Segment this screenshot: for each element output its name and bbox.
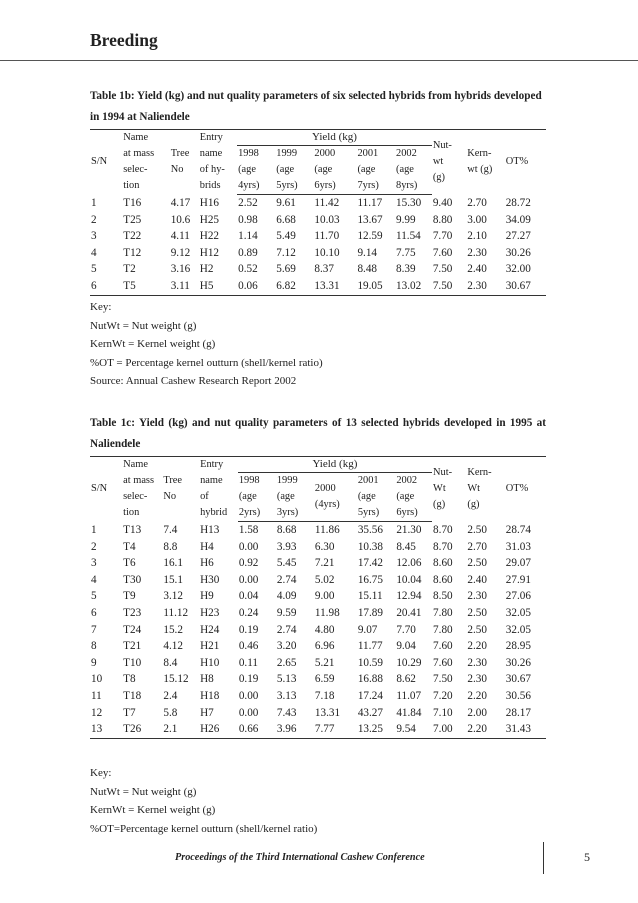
table-cell: 2.30 [467,673,487,686]
table-cell: T22 [123,230,142,243]
table-cell: H16 [199,196,220,209]
table-row [90,572,546,589]
table-cell: 8.70 [433,523,453,536]
table-cell: 13 [90,721,122,738]
table-cell: H24 [200,623,220,636]
table-cell: 6.82 [275,278,313,295]
table-cell: 5.45 [276,557,297,570]
table-row [90,705,546,722]
table-cell: 6.96 [314,640,335,653]
table-cell: 27.27 [505,230,531,243]
table-cell: 7.60 [433,656,453,669]
header-name: Name at mass selec- tion [122,457,162,522]
table-cell: 9.99 [396,213,416,226]
table-cell: T16 [123,196,142,209]
header-kern: Kern- wt (g) [466,130,504,195]
table-cell: 4.80 [314,623,335,636]
header-year-2001: 2001 (age 5yrs) [357,473,396,522]
table-cell: 3 [91,230,97,243]
table-cell: 0.98 [238,213,258,226]
table-cell: 11.98 [314,606,340,619]
table-cell: 3.12 [163,590,183,603]
table-cell: 0.66 [238,721,276,738]
key-line: %OT = Percentage kernel outturn (shell/kernel ratio) [90,356,323,369]
table-cell: 9 [91,656,97,669]
table-row [90,688,546,705]
table-cell: 11.77 [357,640,383,653]
table-cell: 7.18 [314,689,335,702]
table-cell: 2.40 [467,263,487,276]
table-cell: 2.70 [467,540,487,553]
table-cell: 13.31 [314,706,341,719]
header-kern: Kern- Wt (g) [466,457,504,522]
table-cell: 2.50 [467,557,487,570]
table-cell: 2.30 [466,278,504,295]
table-cell: 5.49 [276,230,296,243]
table-cell: 2.74 [276,573,297,586]
table-cell: 0.00 [238,540,259,553]
table-cell: 7.43 [276,706,297,719]
table-cell: 3 [91,557,97,570]
table-cell: 10 [91,673,103,686]
table-cell: H10 [200,656,220,669]
table-1c-key [90,764,317,838]
table-cell: 10.6 [170,213,191,226]
table-cell: 32.05 [505,623,531,636]
table-cell: H18 [200,689,220,702]
table-cell: 9.12 [170,246,191,259]
table-cell: 10.29 [396,656,422,669]
table-cell: 11.07 [396,689,422,702]
table-cell: 9.61 [276,197,296,209]
table-cell: 3.11 [170,278,199,295]
table-cell: 2.65 [276,656,297,669]
table-cell: 30.26 [505,656,531,669]
table-row [90,588,546,605]
table-cell: 8.8 [163,540,178,553]
table-cell: T26 [122,721,162,738]
table-cell: 13.31 [313,278,356,295]
header-yield-group: Yield (kg) [237,130,432,146]
header-tree: Tree No [170,130,199,195]
table-cell: H6 [200,557,214,570]
table-cell: 7.75 [396,246,416,259]
table-cell: 15.30 [396,197,422,209]
table-cell: 2 [91,540,97,553]
header-name: Name at mass selec- tion [122,130,169,195]
table-cell: 9.59 [276,606,297,619]
table-cell: 15.12 [163,673,189,686]
table-cell: 7.70 [396,623,416,636]
table-cell: 15.11 [357,590,383,603]
table-cell: 4.17 [170,196,191,209]
table-cell: 9.04 [396,640,416,653]
table-cell: 4.12 [163,640,183,653]
table-cell: 8.48 [357,263,378,276]
table-cell: 27.06 [505,590,531,603]
key-line: NutWt = Nut weight (g) [90,785,197,798]
table-cell: 3.00 [467,213,487,226]
key-line: %OT=Percentage kernel outturn (shell/kernel ratio) [90,822,318,835]
table-cell: 17.42 [357,557,383,570]
table-cell: 8.70 [433,540,453,553]
header-year-2000: 2000 (4yrs) [314,473,357,522]
table-cell: 2.30 [467,246,487,259]
table-row [90,212,546,229]
table-cell: 5.13 [276,673,297,686]
table-cell: H30 [200,573,220,586]
table-cell: 0.46 [238,640,259,653]
table-cell: 21.30 [396,524,422,536]
table-cell: 9.00 [314,590,335,603]
table-cell: T23 [123,606,142,619]
table-cell: 11.12 [163,606,189,619]
table-cell: 12 [91,706,103,719]
table-cell: 2.20 [467,640,487,653]
table-cell: 2.4 [163,689,178,702]
table-cell: 11.17 [357,197,383,209]
header-tree: Tree No [162,457,199,522]
footer-divider [543,842,544,874]
header-entry: Entry name of hy- brids [199,130,237,195]
key-line: Key: [90,301,112,313]
table-cell: 16.75 [357,573,383,586]
table-cell: H13 [200,523,220,536]
table-cell: H4 [200,540,214,553]
header-nut: Nut- wt (g) [432,130,466,195]
table-cell: 0.19 [238,623,259,636]
footer-conference: Proceedings of the Third International Cashew Conference [175,852,425,863]
table-cell: H21 [200,640,220,653]
table-cell: 0.11 [238,656,258,669]
header-year-2002: 2002 (age 8yrs) [395,146,432,195]
table-cell: 1 [91,523,97,536]
source-line: Source: Annual Cashew Research Report 2002 [90,375,297,387]
table-cell: 4.11 [170,230,190,243]
table-cell: 2.00 [467,706,487,719]
table-cell: 8.68 [276,524,297,536]
table-cell: 0.04 [238,590,259,603]
table-cell: 11.70 [314,230,340,243]
table-cell: 7.4 [163,523,178,536]
header-year-1999: 1999 (age 3yrs) [276,473,314,522]
table-cell: 6.30 [314,540,335,553]
table-cell: H12 [199,246,220,259]
header-year-2000: 2000 (age 6yrs) [313,146,356,195]
table-cell: 6.59 [314,673,335,686]
table-cell: T10 [123,656,142,669]
table-cell: 7.80 [433,623,453,636]
table-cell: 32.00 [505,263,531,276]
table-cell: 8.4 [163,656,178,669]
table-1c-caption: Table 1c: Yield (kg) and nut quality parameters of 13 selected hybrids developed in 1995 at Naliendele [90,417,546,450]
table-cell: 20.41 [396,606,422,619]
table-cell: 0.00 [238,706,259,719]
table-row [90,605,546,622]
header-year-2001: 2001 (age 7yrs) [356,146,395,195]
table-cell: 3.93 [276,540,297,553]
table-cell: 3.20 [276,640,297,653]
table-cell: 7.50 [432,263,453,276]
table-cell: 2.1 [162,721,199,738]
table-cell: 28.95 [505,640,531,653]
table-cell: 0.89 [238,246,258,259]
header-yield-group: Yield (kg) [238,457,432,473]
table-cell: 8.50 [433,590,453,603]
table-cell: 17.89 [357,606,383,619]
table-row [90,622,546,639]
table-cell: 7.60 [433,640,453,653]
table-cell: 13.25 [357,721,396,738]
table-cell: 30.67 [505,673,531,686]
table-cell: 10.03 [314,213,340,226]
table-cell: 7.70 [432,230,453,243]
table-cell: 7.10 [433,706,453,719]
table-cell: 2.20 [466,721,504,738]
key-line: Key: [90,767,112,779]
table-cell: 7.20 [433,689,453,702]
table-cell: 5 [91,590,97,603]
table-cell: 9.14 [357,246,378,259]
header-sn: S/N [90,130,122,195]
table-cell: H23 [200,606,220,619]
table-row [90,671,546,688]
key-line: NutWt = Nut weight (g) [90,319,197,332]
table-cell: 8.60 [433,573,453,586]
table-1b-caption: Table 1b: Yield (kg) and nut quality parameters of six selected hybrids from hybrids developed in 1994 at Naliendele [90,90,542,123]
table-cell: T25 [123,213,142,226]
table-cell: 2.70 [467,196,487,209]
table-cell: H9 [200,590,214,603]
table-cell: 7.21 [314,557,335,570]
table-cell: T7 [123,706,136,719]
table-cell: T5 [122,278,169,295]
table-cell: 41.84 [396,706,422,719]
table-cell: 4.09 [276,590,297,603]
table-cell: H26 [199,721,238,738]
table-cell: 7.50 [433,673,453,686]
table-cell: 2.50 [467,623,487,636]
table-cell: 19.05 [356,278,395,295]
table-cell: 35.56 [357,524,383,536]
table-cell: 43.27 [357,706,383,719]
table-cell: 15.1 [163,573,183,586]
table-cell: 8.45 [396,540,416,553]
table-cell: 2.20 [467,689,487,702]
table-cell: 3.16 [170,263,191,276]
table-cell: 6.68 [276,213,296,226]
table-cell: 8.39 [396,263,416,276]
table-cell: 3.96 [276,721,314,738]
table-cell: 13.67 [357,213,383,226]
table-cell: 0.00 [238,573,259,586]
table-cell: H22 [199,230,220,243]
table-cell: H25 [199,213,220,226]
table-row [90,721,546,738]
table-row [90,261,546,278]
table-cell: 32.05 [505,606,531,619]
table-cell: 7.12 [276,246,296,259]
table-cell: 7.77 [314,721,357,738]
table-cell: 31.03 [505,540,531,553]
table-cell: 9.40 [432,196,453,209]
table-cell: 5.02 [314,573,335,586]
table-cell: 3.13 [276,689,297,702]
table-cell: 5.8 [163,706,178,719]
table-cell: T24 [123,623,142,636]
table-row [90,228,546,245]
table-cell: 7 [91,623,97,636]
table-cell: 2.50 [467,523,487,536]
table-cell: T4 [123,540,136,553]
table-cell: 4 [91,573,97,586]
table-cell: 5.21 [314,656,335,669]
table-cell: 1 [91,196,97,209]
table-cell: 11 [91,689,102,702]
table-cell: 0.52 [238,263,258,276]
table-cell: 10.38 [357,540,383,553]
table-cell: 28.17 [505,706,531,719]
table-cell: 27.91 [505,573,531,586]
table-1b-key [90,298,323,391]
table-cell: T9 [123,590,136,603]
table-cell: 2.10 [467,230,487,243]
page-number: 5 [584,850,590,864]
table-cell: T8 [123,673,136,686]
table-cell: 4 [91,246,97,259]
table-1c [90,456,546,739]
header-year-2002: 2002 (age 6yrs) [395,473,432,522]
table-cell: 0.19 [238,673,259,686]
table-cell: 29.07 [505,557,531,570]
table-cell: 16.88 [357,673,383,686]
table-cell: H2 [199,263,214,276]
table-cell: 2.30 [467,656,487,669]
table-cell: 2.40 [467,573,487,586]
table-row [90,278,546,295]
header-year-1998: 1998 (age 4yrs) [237,146,275,195]
table-cell: 17.24 [357,689,383,702]
table-row [90,195,546,212]
table-cell: 8.37 [314,263,334,276]
table-cell: 12.06 [396,557,422,570]
table-cell: H7 [200,706,214,719]
table-cell: 12.59 [357,230,383,243]
table-cell: 12.94 [396,590,422,603]
table-cell: H8 [200,673,214,686]
table-row [90,655,546,672]
table-cell: 7.80 [433,606,453,619]
table-cell: 6 [91,606,97,619]
table-cell: 10.59 [357,656,383,669]
table-1b-body [90,195,546,296]
table-cell: 2 [91,213,97,226]
table-cell: T6 [123,557,136,570]
header-nut: Nut- Wt (g) [432,457,466,522]
table-cell: 28.74 [505,523,531,536]
table-cell: 5 [91,263,97,276]
table-cell: T2 [123,263,136,276]
header-rule [0,60,638,61]
table-cell: 2.30 [467,590,487,603]
table-cell: 7.60 [432,246,453,259]
table-cell: 1.58 [238,524,259,536]
table-cell: 15.2 [163,623,183,636]
table-cell: 0.00 [238,689,259,702]
table-1b [90,129,546,296]
table-cell: 30.26 [505,246,531,259]
table-cell: 16.1 [163,557,183,570]
header-entry: Entry name of hybrid [199,457,238,522]
header-ot: OT% [505,130,546,195]
table-cell: 11.54 [396,230,421,243]
table-cell: 31.43 [505,721,546,738]
header-year-1998: 1998 (age 2yrs) [238,473,276,522]
table-cell: 30.67 [505,278,546,295]
table-cell: 7.00 [432,721,466,738]
table-row [90,539,546,556]
table-cell: 34.09 [505,213,531,226]
table-row [90,555,546,572]
table-cell: T12 [123,246,142,259]
table-row [90,245,546,262]
table-cell: 8.80 [432,213,453,226]
table-cell: 11.42 [314,197,340,209]
table-row [90,638,546,655]
table-cell: 0.92 [238,557,259,570]
table-cell: 7.50 [432,278,466,295]
table-cell: 8.62 [396,673,416,686]
section-heading: Breeding [90,30,158,50]
table-cell: 2.50 [467,606,487,619]
table-cell: 9.54 [395,721,432,738]
table-cell: 28.72 [505,196,531,209]
table-cell: 0.06 [237,278,275,295]
table-1c-body [90,522,546,739]
key-line: KernWt = Kernel weight (g) [90,804,216,816]
table-cell: 2.52 [238,197,258,209]
table-cell: 2.74 [276,623,297,636]
table-cell: T18 [123,689,142,702]
table-cell: 5.69 [276,263,296,276]
header-ot: OT% [505,457,546,522]
table-cell: T21 [123,640,142,653]
table-cell: 6 [90,278,122,295]
table-cell: T13 [123,523,142,536]
table-cell: 10.10 [314,246,340,259]
table-cell: 13.02 [395,278,432,295]
header-sn: S/N [90,457,122,522]
table-row [90,522,546,539]
table-cell: 1.14 [238,230,258,243]
key-line: KernWt = Kernel weight (g) [90,338,216,350]
table-cell: H5 [199,278,237,295]
table-cell: 8 [91,640,97,653]
table-cell: 0.24 [238,606,259,619]
header-year-1999: 1999 (age 5yrs) [275,146,313,195]
table-cell: 9.07 [357,623,378,636]
table-cell: 8.60 [433,557,453,570]
table-cell: 11.86 [314,524,340,536]
table-cell: 10.04 [396,573,422,586]
table-cell: T30 [123,573,142,586]
table-cell: 30.56 [505,689,531,702]
